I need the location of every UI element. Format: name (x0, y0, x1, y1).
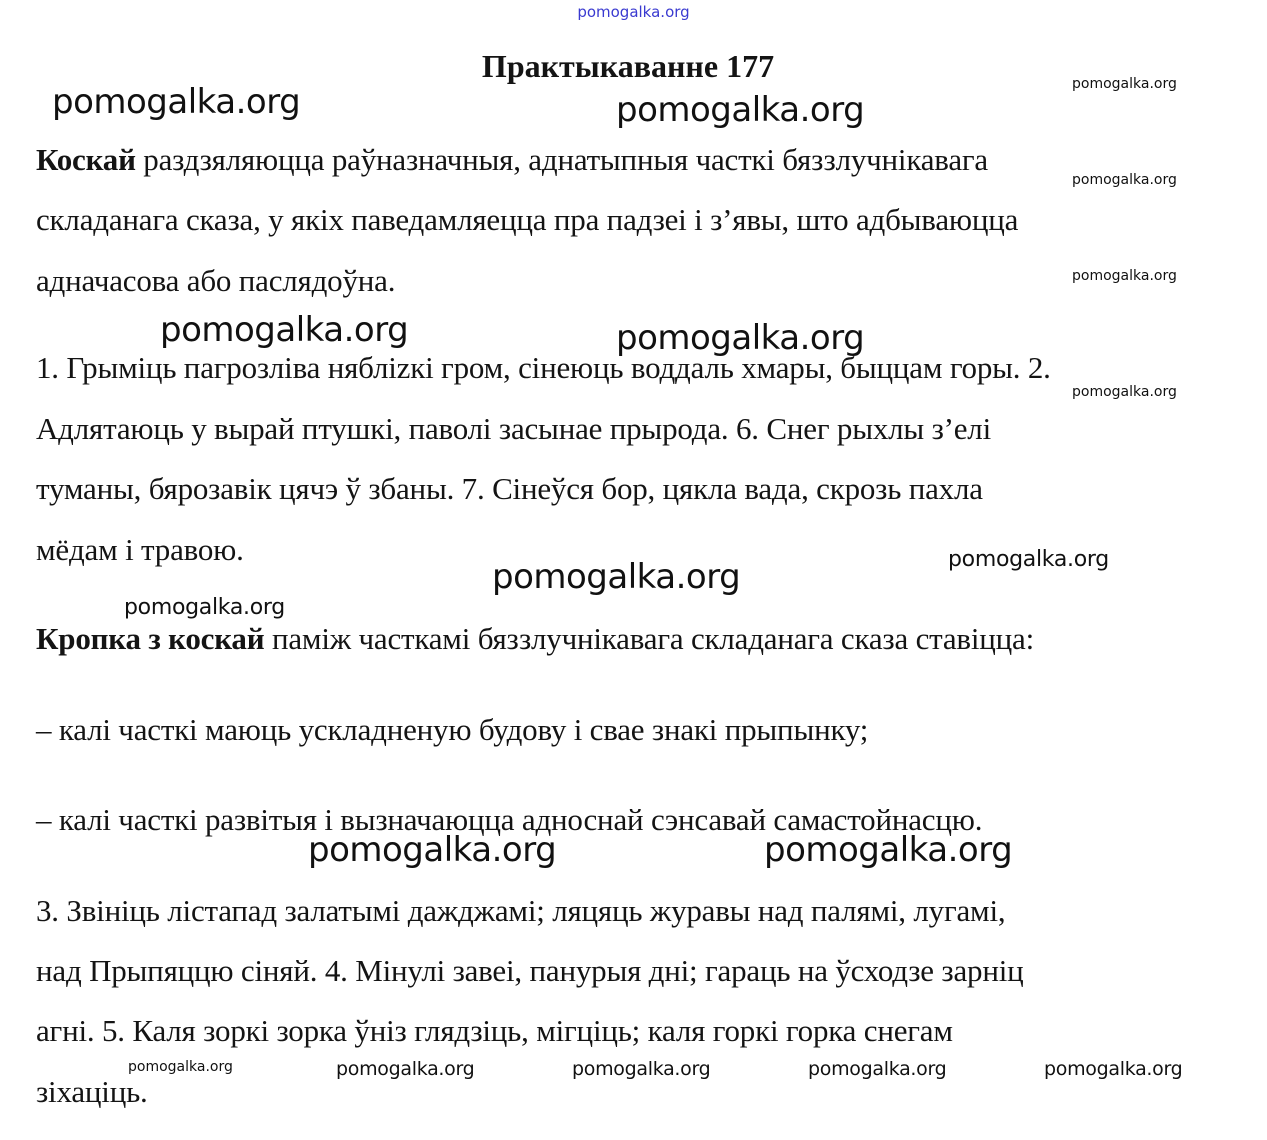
rule2-line (36, 621, 1034, 657)
watermark: pomogalka.org (948, 547, 1109, 572)
watermark: pomogalka.org (128, 1059, 233, 1075)
rule1-line-2: складанага сказа, у якіх паведамляецца пра падзеі і з’явы, што адбываюцца (36, 202, 1019, 237)
watermark: pomogalka.org (336, 1058, 475, 1080)
rule1-term: Коскай (36, 142, 136, 177)
watermark: pomogalka.org (616, 318, 865, 358)
watermark: pomogalka.org (124, 595, 285, 620)
example2-line-4: зіхаціць. (36, 1074, 148, 1109)
example1-line-4: мёдам і травою. (36, 532, 244, 567)
rule2-term: Кропка з коскай (36, 621, 265, 656)
site-label-top: pomogalka.org (577, 3, 690, 21)
watermark: pomogalka.org (572, 1058, 711, 1080)
page-title: Практыкаванне 177 (481, 48, 775, 84)
rule1-text: раздзяляюцца раўназначныя, аднатыпныя часткі бяззлучнікавага (135, 142, 988, 177)
watermark: pomogalka.org (1072, 384, 1177, 400)
watermark: pomogalka.org (160, 310, 409, 350)
watermark: pomogalka.org (492, 557, 741, 597)
example2-line-3: агні. 5. Каля зоркі зорка ўніз глядзіць, мігціць; каля горкі горка снегам (36, 1013, 953, 1048)
watermark: pomogalka.org (616, 90, 865, 130)
example2-line-1: 3. Звініць лістапад залатымі дажджамі; ляцяць журавы над палямі, лугамі, (36, 893, 1006, 928)
watermark: pomogalka.org (1044, 1058, 1183, 1080)
rule1-line-1 (36, 142, 988, 178)
watermark: pomogalka.org (808, 1058, 947, 1080)
example1-line-2: Адлятаюць у вырай птушкі, паволі засынае прырода. 6. Снег рыхлы з’елі (36, 411, 991, 446)
rule2-item-2: – калі часткі развітыя і вызначаюцца адноснай сэнсавай самастойнасцю. (36, 802, 983, 837)
watermark: pomogalka.org (52, 82, 301, 122)
watermark: pomogalka.org (308, 830, 557, 870)
watermark: pomogalka.org (764, 830, 1013, 870)
rule1-line-3: адначасова або паслядоўна. (36, 263, 396, 298)
rule2-text: паміж часткамі бяззлучнікавага складанага сказа ставіцца: (264, 621, 1035, 656)
example1-line-3: туманы, бярозавік цячэ ў збаны. 7. Сінеўся бор, цякла вада, скрозь пахла (36, 471, 983, 506)
watermark: pomogalka.org (1072, 172, 1177, 188)
watermark: pomogalka.org (1072, 268, 1177, 284)
example2-line-2: над Прыпяццю сіняй. 4. Мінулі завеі, панурыя дні; гараць на ўсходзе зарніц (36, 953, 1024, 988)
watermark: pomogalka.org (1072, 76, 1177, 92)
example1-line-1: 1. Грыміць пагрозліва нябліzкі гром, сінеюць воддаль хмары, быццам горы. 2. (36, 350, 1051, 385)
rule2-item-1: – калі часткі маюць ускладненую будову і свае знакі прыпынку; (36, 712, 869, 747)
